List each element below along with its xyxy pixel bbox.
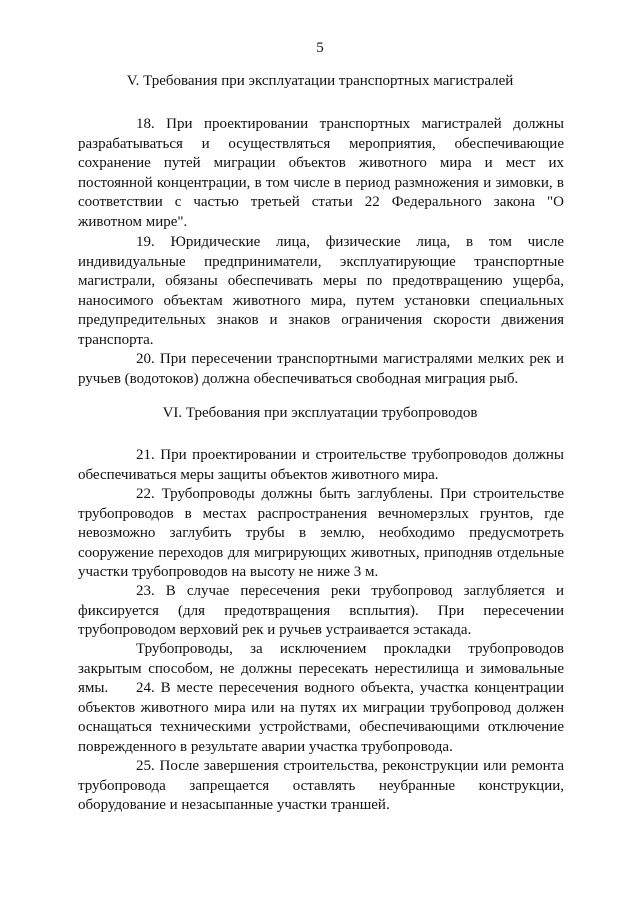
paragraph-25: 25. После завершения строительства, реконструкции или ремонта трубопровода запрещается оставлять неубранные конструкции, оборудование и незасыпанные участки траншей. — [78, 758, 564, 813]
paragraph-18: 18. При проектировании транспортных магистралей должны разрабатываться и осуществляться мероприятия, обеспечивающие сохранение путей миграции объектов животного мира и мест их постоянной концентрации, в том числе в период размножения и зимовки, в соответствии с частью третьей статьи 22 Федерального закона "О животном мире". — [78, 116, 564, 230]
section-v-heading: V. Требования при эксплуатации транспортных магистралей — [126, 73, 514, 89]
paragraph-20: 20. При пересечении транспортными магистралями мелких рек и ручьев (водотоков) должна обеспечиваться свободная миграция рыб. — [78, 351, 564, 387]
paragraph-19: 19. Юридические лица, физические лица, в том числе индивидуальные предприниматели, эксплуатирующие транспортные магистрали, обязаны обеспечивать меры по предотвращению ущерба, наносимого объектам животного мира, путем установки специальных предупредительных знаков и знаков ограничения скорости движения транспорта. — [78, 234, 564, 348]
page-number: 5 — [316, 40, 324, 56]
paragraph-24: 24. В месте пересечения водного объекта, участка концентрации объектов животного мира или на путях их миграции трубопровод должен оснащаться техническими устройствами, обеспечивающими отключение поврежденного в результате аварии участка трубопровода. — [78, 680, 564, 755]
paragraph-pipelines-note: Трубопроводы, за исключением прокладки трубопроводов закрытым способом, не должны пересекать нерестилища и зимовальные ямы. — [78, 641, 564, 696]
section-vi-heading: VI. Требования при эксплуатации трубопроводов — [162, 405, 478, 421]
paragraph-21: 21. При проектировании и строительстве трубопроводов должны обеспечиваться меры защиты объектов животного мира. — [78, 447, 564, 483]
paragraph-23: 23. В случае пересечения реки трубопровод заглубляется и фиксируется (для предотвращения всплытия). При пересечении трубопроводом верховий рек и ручьев устраивается эстакада. — [78, 583, 564, 638]
paragraph-22: 22. Трубопроводы должны быть заглублены. При строительстве трубопроводов в местах распространения вечномерзлых грунтов, где невозможно заглубить трубы в землю, необходимо предусмотреть сооружение переходов для мигрирующих животных, приподняв отдельные участки трубопроводов на высоту не ниже 3 м. — [78, 486, 564, 580]
